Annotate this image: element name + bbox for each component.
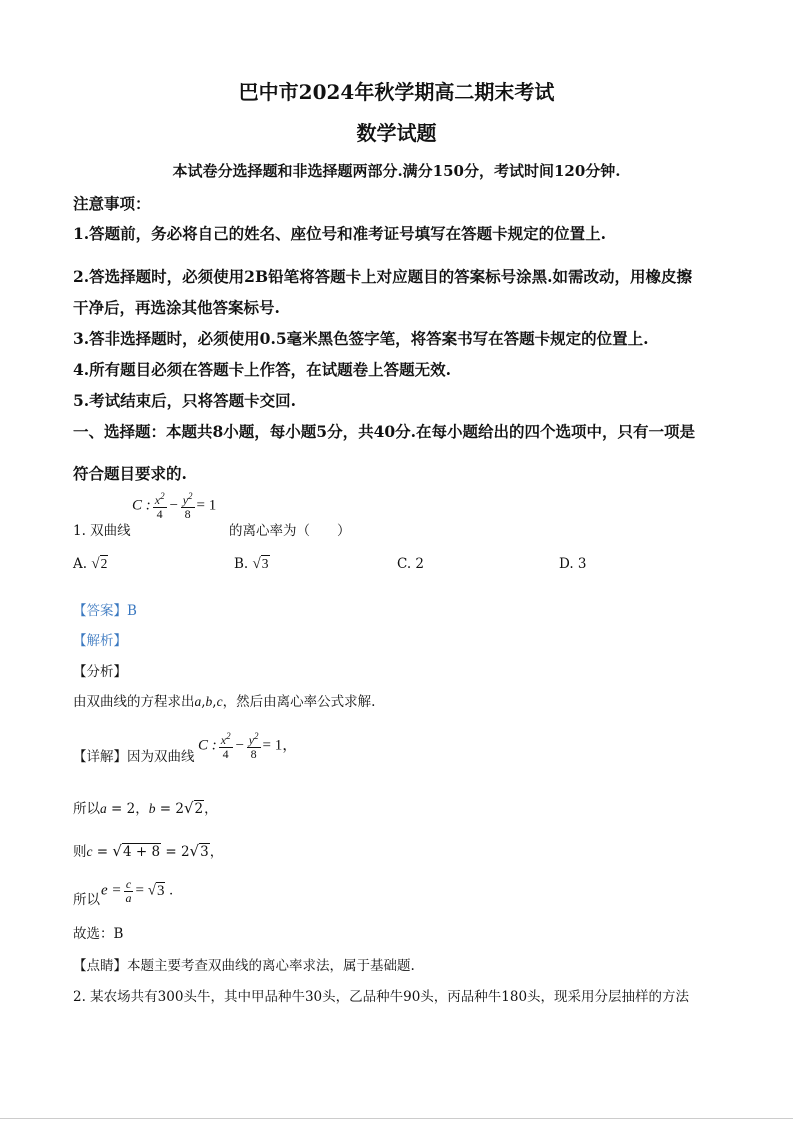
page-subtitle: 数学试题 (356, 121, 437, 145)
question-2-text: 2. 某农场共有300头牛，其中甲品种牛30头，乙品种牛90头，丙品种牛180头，现采用分层抽样的方法 (73, 989, 690, 1005)
note-item-1: 1.答题前，务必将自己的姓名、座位号和准考证号填写在答题卡规定的位置上. (73, 224, 607, 243)
section-heading-cont: 符合题目要求的. (73, 464, 187, 483)
option-c: C. 2 (397, 556, 425, 572)
fenxi-text: 由双曲线的方程求出a,b,c，然后由离心率公式求解. (73, 694, 376, 710)
detail-line (73, 745, 195, 765)
section-heading: 一、选择题：本题共8小题，每小题5分，共40分.在每小题给出的四个选项中，只有一项是 (73, 422, 696, 441)
fenxi-label: 【分析】 (73, 664, 127, 680)
question-1-prefix: 1. 双曲线 (73, 523, 131, 539)
note-item-5: 5.考试结束后，只将答题卡交回. (73, 391, 297, 410)
option-d: D. 3 (559, 556, 587, 572)
step-so-2-label: 所以 (73, 892, 100, 908)
page-bottom-divider (0, 1118, 793, 1119)
option-b-label: B. (234, 556, 249, 572)
page-title: 巴中市2024年秋学期高二期末考试 (238, 80, 555, 104)
then-label: 则 (73, 844, 87, 860)
option-a-value: 2 (100, 556, 108, 571)
note-item-3: 3.答非选择题时，必须使用0.5毫米黑色签字笔，将答案书写在答题卡规定的位置上. (73, 329, 649, 348)
note-item-4: 4.所有题目必须在答题卡上作答，在试题卷上答题无效. (73, 360, 452, 379)
note-item-2-cont: 干净后，再选涂其他答案标号. (73, 298, 280, 317)
answer-text: 【答案】B (73, 603, 137, 619)
detail-pre: 【详解】因为双曲线 (73, 749, 195, 765)
question-1-suffix: 的离心率为（ ） (229, 523, 351, 539)
sqrt-icon: √2 (91, 556, 108, 572)
so1-label: 所以 (73, 801, 100, 817)
step-then: 则c = √4 + 8 = 2√3， (73, 842, 224, 860)
option-b-value: 3 (261, 556, 269, 571)
option-a-label: A. (73, 556, 88, 572)
option-a (73, 556, 108, 573)
notes-heading: 注意事项： (73, 194, 151, 213)
step-so-2-equation: e = $\frac{c}{a}$ = √3 . (101, 877, 173, 905)
step-so-1: 所以a = 2，b = 2√2， (73, 799, 218, 817)
fenxi-post: ，然后由离心率公式求解. (222, 694, 376, 710)
exam-intro: 本试卷分选择题和非选择题两部分.满分150分，考试时间120分钟. (172, 162, 621, 180)
sqrt-icon: √3 (252, 556, 269, 572)
option-b (234, 556, 270, 573)
analysis-label: 【解析】 (73, 633, 127, 649)
detail-equation: C : $\frac{x^2}{4}$ − $\frac{y^2}{8}$ = 1， (198, 731, 298, 761)
note-item-2: 2.答选择题时，必须使用2B铅笔将答题卡上对应题目的答案标号涂黑.如需改动，用橡皮擦 (73, 267, 692, 286)
answer-line (73, 599, 137, 619)
fenxi-pre: 由双曲线的方程求出 (73, 694, 195, 710)
hyperbola-equation: C : $\frac{x^2}{4}$ − $\frac{y^2}{8}$ = 1 (132, 491, 217, 521)
choose-line: 故选：B (73, 926, 124, 942)
comment-line: 【点睛】本题主要考查双曲线的离心率求法，属于基础题. (73, 958, 415, 974)
